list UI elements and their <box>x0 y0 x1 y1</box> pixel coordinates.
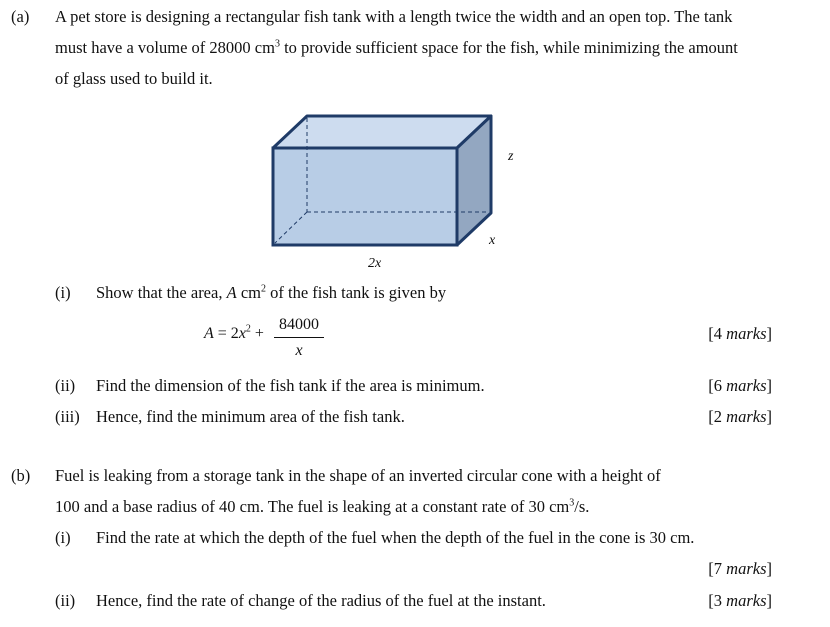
formula-a-var: A <box>204 325 214 342</box>
label-2x: 2x <box>368 256 382 271</box>
part-a-iii-marks: [2 marks] <box>708 407 772 426</box>
part-b-line-1: Fuel is leaking from a storage tank in the shape of an inverted circular cone with a height of <box>55 466 661 485</box>
part-a-line-1: A pet store is designing a rectangular fish tank with a length twice the width and an open top. The tank <box>55 7 733 26</box>
part-a-i-text-mid: cm <box>236 283 261 302</box>
formula-denominator: x <box>295 342 303 359</box>
part-b-line-2-post: /s. <box>574 497 590 516</box>
part-b-line-2 <box>55 497 589 517</box>
part-a-line-2-post: to provide sufficient space for the fish, while minimizing the amount <box>279 38 738 57</box>
area-formula-lhs <box>204 325 264 343</box>
label-z: z <box>508 149 514 164</box>
tank-top-face <box>273 116 491 148</box>
part-a-line-2-pre: must have a volume of 28000 cm <box>55 38 275 57</box>
part-a-ii-label: (ii) <box>55 376 76 395</box>
part-a-line-3: of glass used to build it. <box>55 69 213 88</box>
formula-eq: = 2 <box>213 325 239 342</box>
part-a-i-text-post: of the fish tank is given by <box>265 283 447 302</box>
part-a-i-label: (i) <box>55 283 71 302</box>
part-a-i-text-var: A <box>226 283 237 302</box>
formula-numerator: 84000 <box>279 316 319 333</box>
part-a-line-2-sup: 3 <box>274 38 280 50</box>
part-a-i-text <box>96 283 446 303</box>
part-b-line-2-pre: 100 and a base radius of 40 cm. The fuel is leaking at a constant rate of 30 cm <box>55 497 570 516</box>
part-b-i-label: (i) <box>55 528 71 547</box>
part-b-i-text: Find the rate at which the depth of the fuel when the depth of the fuel in the cone is 30 cm. <box>96 528 695 547</box>
formula-fraction-bar <box>274 337 324 338</box>
formula-x-var: x <box>238 325 246 342</box>
part-a-ii-text: Find the dimension of the fish tank if the area is minimum. <box>96 376 485 395</box>
part-b-ii-text: Hence, find the rate of change of the radius of the fuel at the instant. <box>96 591 546 610</box>
part-a-i-marks: [4 marks] <box>708 324 772 343</box>
part-b-i-marks: [7 marks] <box>708 559 772 578</box>
part-b-ii-marks: [3 marks] <box>708 591 772 610</box>
formula-x-sup: 2 <box>245 323 251 335</box>
part-a-i-text-sup: 2 <box>260 283 266 295</box>
part-a-ii-marks: [6 marks] <box>708 376 772 395</box>
part-a-iii-label: (iii) <box>55 407 80 426</box>
part-b-ii-label: (ii) <box>55 591 76 610</box>
part-b-line-2-sup: 3 <box>569 497 575 509</box>
label-x: x <box>489 233 496 248</box>
area-formula-fraction <box>274 316 324 360</box>
part-a-iii-text: Hence, find the minimum area of the fish tank. <box>96 407 405 426</box>
part-a-i-text-pre: Show that the area, <box>96 283 227 302</box>
part-a-label: (a) <box>11 7 30 26</box>
formula-plus: + <box>250 325 264 342</box>
part-b-label: (b) <box>11 466 31 485</box>
tank-front-face <box>273 148 457 245</box>
